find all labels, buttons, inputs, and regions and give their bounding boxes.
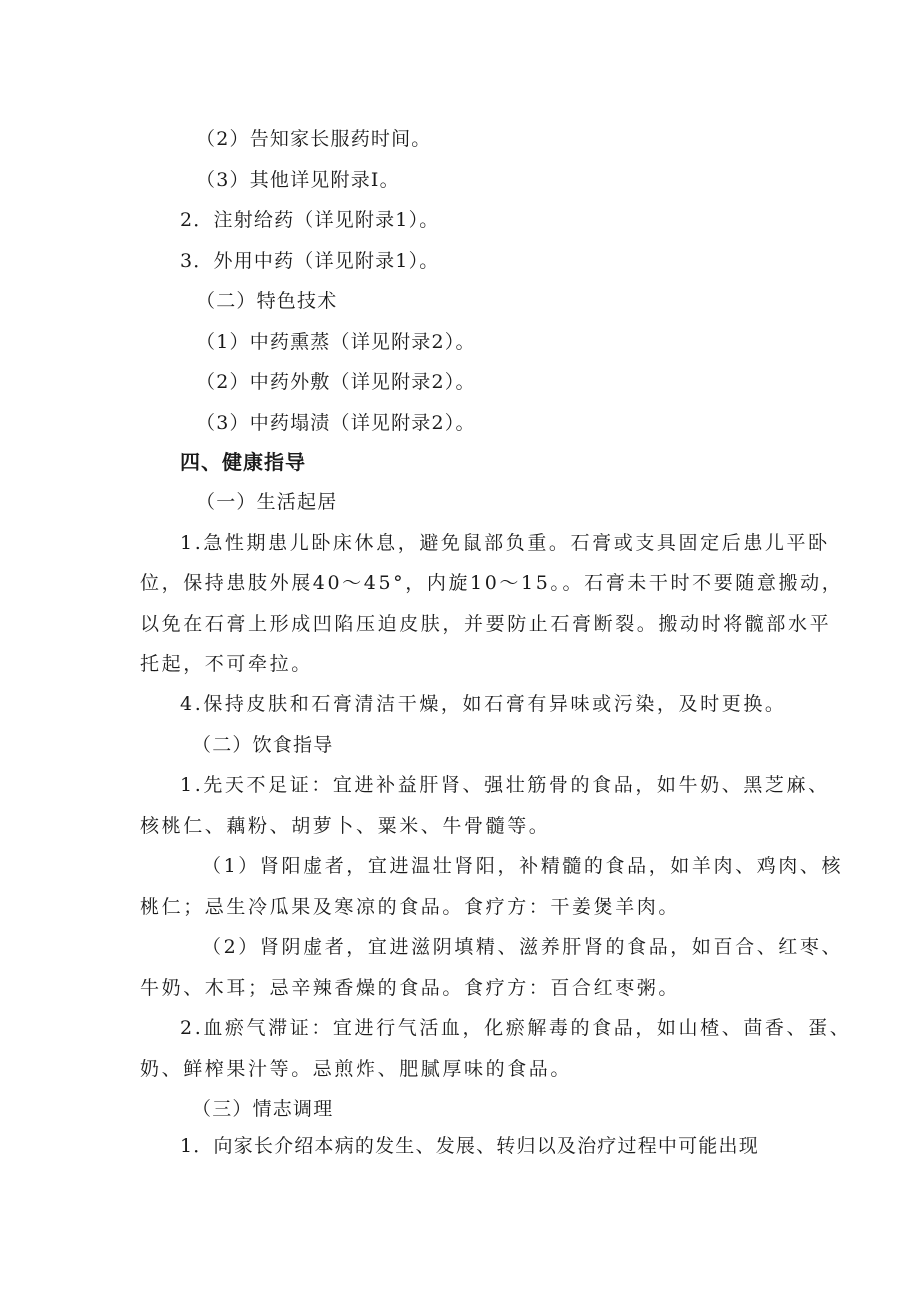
text-line: 3．外用中药（详见附录1）。 (180, 250, 440, 272)
text-line: （1）中药熏蒸（详见附录2）。 (196, 331, 476, 353)
text-line: （3）其他详见附录I。 (196, 169, 400, 191)
text-line: （2）中药外敷（详见附录2）。 (196, 371, 476, 393)
paragraph-line: 牛奶、木耳；忌辛辣香燥的食品。食疗方：百合红枣粥。 (140, 977, 681, 999)
paragraph-line: 奶、鲜榨果汁等。忌煎炸、肥腻厚味的食品。 (140, 1058, 573, 1080)
paragraph-line: 以免在石膏上形成凹陷压迫皮肤，并要防止石膏断裂。搬动时将髋部水平 (140, 613, 832, 635)
paragraph-line: 1.急性期患儿卧床休息，避免鼠部负重。石膏或支具固定后患儿平卧 (180, 532, 830, 554)
paragraph-line: 核桃仁、藕粉、胡萝卜、粟米、牛骨髓等。 (140, 815, 551, 837)
section-subheading: （二）特色技术 (196, 290, 338, 312)
paragraph-line: （2）肾阴虚者，宜进滋阴填精、滋养肝肾的食品，如百合、红枣、 (202, 936, 844, 958)
section-subheading: （一）生活起居 (196, 491, 338, 513)
paragraph-line: 1.先天不足证：宜进补益肝肾、强壮筋骨的食品，如牛奶、黑芝麻、 (180, 774, 830, 796)
paragraph-line: （1）肾阳虚者，宜进温壮肾阳，补精髓的食品，如羊肉、鸡肉、核 (202, 855, 844, 877)
paragraph-line: 位，保持患肢外展40～45°，内旋10～15。。石膏未干时不要随意搬动， (140, 572, 844, 594)
paragraph-line: 2.血瘀气滞证：宜进行气活血，化瘀解毒的食品，如山楂、茴香、蛋、 (180, 1017, 852, 1039)
section-heading: 四、健康指导 (180, 450, 306, 474)
text-line: （3）中药塌渍（详见附录2）。 (196, 412, 476, 434)
paragraph-line: 1．向家长介绍本病的发生、发展、转归以及治疗过程中可能出现 (180, 1135, 759, 1157)
paragraph-line: 4.保持皮肤和石膏清洁干燥，如石膏有异味或污染，及时更换。 (180, 693, 787, 715)
paragraph-line: 托起，不可牵拉。 (140, 653, 313, 675)
text-line: 2．注射给药（详见附录1）。 (180, 209, 440, 231)
section-subheading: （二）饮食指导 (192, 734, 334, 756)
section-subheading: （三）情志调理 (192, 1098, 334, 1120)
paragraph-line: 桃仁；忌生冷瓜果及寒凉的食品。食疗方：干姜煲羊肉。 (140, 896, 681, 918)
text-line: （2）告知家长服药时间。 (196, 128, 432, 150)
